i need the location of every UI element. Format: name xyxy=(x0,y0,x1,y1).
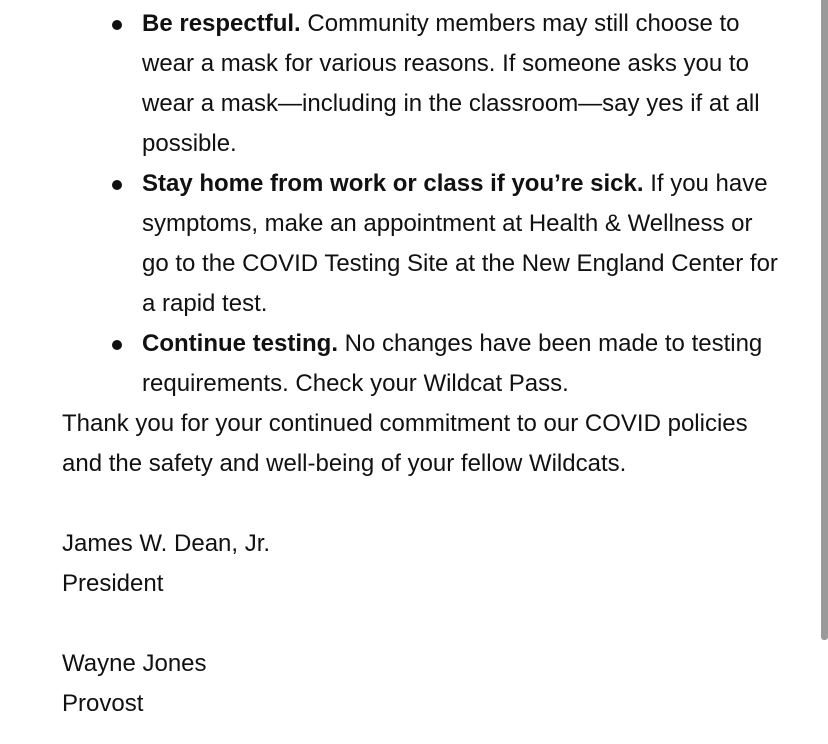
list-item-text: No changes have been made to testing requirements. Check your Wildcat Pass. xyxy=(142,330,763,397)
scrollbar[interactable] xyxy=(820,0,828,744)
signatory-name: Wayne Jones xyxy=(62,650,207,677)
list-item-text: Community members may still choose to wear a mask for various reasons. If someone asks you to wear a mask—including in the classroom—say yes if at all possible. xyxy=(142,10,760,157)
list-item xyxy=(62,4,782,164)
list-item xyxy=(62,324,782,404)
list-item-text: If you have symptoms, make an appointment at Health & Wellness or go to the COVID Testing Site at the New England Center for a rapid test. xyxy=(142,170,778,317)
spacer xyxy=(62,604,782,644)
bullet-icon xyxy=(112,20,122,30)
spacer xyxy=(62,484,782,524)
bullet-icon xyxy=(112,340,122,350)
signatory-title: Provost xyxy=(62,690,144,717)
list-item xyxy=(62,164,782,324)
signatory-name: James W. Dean, Jr. xyxy=(62,530,271,557)
list-item-lead: Continue testing. xyxy=(142,330,338,357)
guidance-list xyxy=(62,4,782,404)
email-body xyxy=(62,4,782,724)
list-item-lead: Stay home from work or class if you’re sick. xyxy=(142,170,644,197)
bullet-icon xyxy=(112,180,122,190)
closing-paragraph: Thank you for your continued commitment to our COVID policies and the safety and well-being of your fellow Wildcats. xyxy=(62,410,748,477)
signatory-title: President xyxy=(62,570,164,597)
signature-block-president xyxy=(62,524,782,604)
signature-block-provost xyxy=(62,644,782,724)
list-item-lead: Be respectful. xyxy=(142,10,301,37)
scrollbar-thumb[interactable] xyxy=(821,0,828,640)
